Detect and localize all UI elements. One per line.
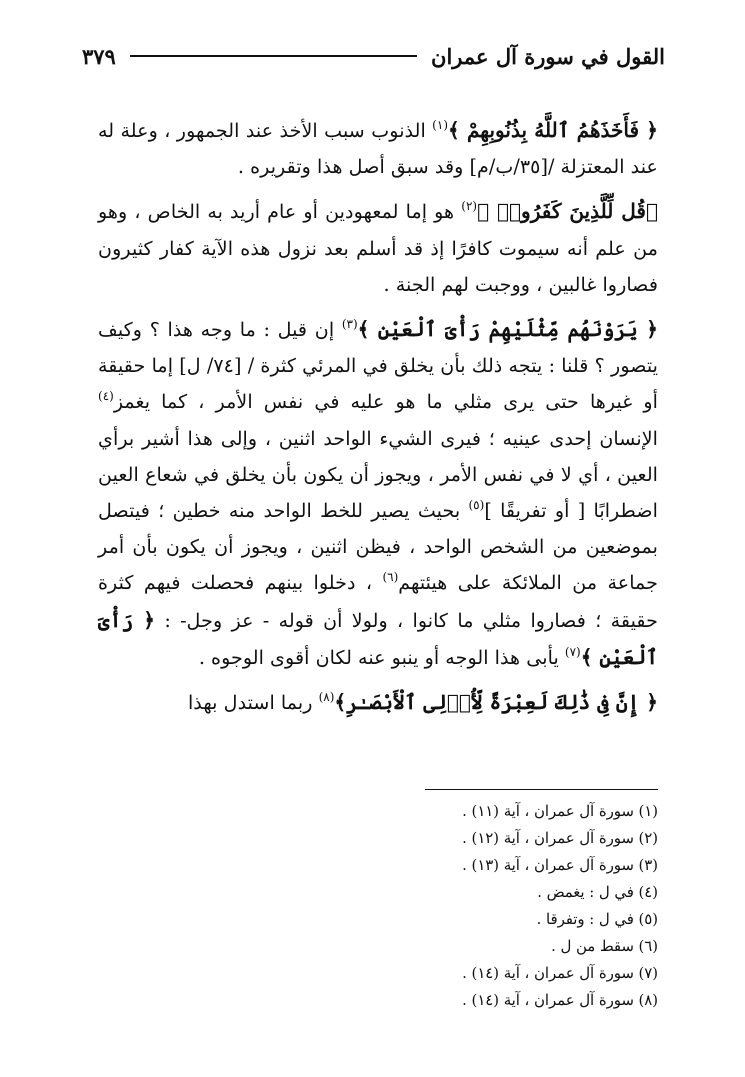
header-rule [130, 55, 417, 57]
page-header [82, 36, 665, 76]
footnote-ref: (٥) [468, 498, 485, 513]
footnote-ref: (٨) [318, 690, 335, 705]
footnote-ref: (٦) [382, 570, 399, 585]
commentary-text: يأبى هذا الوجه أو ينبو عنه لكان أقوى الوجوه . [198, 645, 565, 669]
paragraph-1 [98, 112, 658, 185]
commentary-text: الإنسان إحدى عينيه ؛ فيرى الشيء الواحد اثنين ، وإلى هذا أشير برأي العين ، أي لا في نفس الأمر ، ويجوز أن يكون بأن يخلق في شعاع العين اضطرابًا [ أو تفريقًا ] [98, 426, 658, 523]
footnote-2: (٢) سورة آل عمران ، آية (١٢) . [462, 830, 658, 847]
footnote-4: (٤) في ل : يغمض . [537, 884, 658, 901]
paragraph-3 [98, 311, 658, 676]
footnotes [330, 798, 658, 1014]
footnote-ref: (٢) [461, 199, 478, 214]
paragraph-4 [98, 684, 658, 721]
commentary-text: الذنوب سبب الأخذ عند الجمهور ، وعلة له عند المعتزلة /[٣٥/ب/م] وقد سبق أصل هذا وتقريره . [98, 119, 658, 179]
commentary-text: بحيث يصير للخط الواحد منه خطين ؛ فيتصل بموضعين من الشخص الواحد ، فيظن اثنين ، ويجوز أن يكون بأن أمر جماعة من الملائكة على هيئتهم [98, 499, 658, 595]
quran-verse: ﴿ إِنَّ فِى ذَٰلِكَ لَعِبْرَةً لِّأُو۟لِى ٱلْأَبْصَـٰرِ﴾ [334, 690, 658, 715]
quran-verse: ﴿ رَأْىَ ٱلْعَيْنِ ﴾ [98, 607, 658, 669]
footnote-3: (٣) سورة آل عمران ، آية (١٣) . [462, 857, 658, 874]
footnote-7: (٧) سورة آل عمران ، آية (١٤) . [462, 965, 658, 982]
commentary-text: إن قيل : ما وجه هذا ؟ وكيف يتصور ؟ قلنا : يتجه ذلك بأن يخلق في المرئي كثرة / [٧٤/ ل] إما حقيقة أو غيرها حتى يرى مثلي ما هو عليه في نفس الأمر ، كما يغمز [98, 318, 658, 414]
commentary-text: هو إما لمعهودين أو عام أريد به الخاص ، وهو من علم أنه سيموت كافرًا إذ قد أسلم بعد نزول هذه الآية كفار كثيرون فصاروا غالبين ، ووجبت لهم الجنة . [98, 200, 658, 296]
page-number: ٣٧٩ [82, 43, 116, 69]
commentary-text: ، دخلوا بينهم فحصلت فيهم كثرة حقيقة ؛ فصاروا مثلي ما كانوا ، ولولا أن قوله - عز وجل- : [98, 571, 658, 632]
footnote-ref: (٧) [564, 644, 581, 659]
footnote-ref: (٣) [341, 317, 358, 332]
footnote-ref: (٤) [98, 389, 114, 404]
footnote-6: (٦) سقط من ل . [551, 938, 658, 955]
footnote-separator [425, 789, 658, 790]
running-title: القول في سورة آل عمران [431, 43, 665, 69]
paragraph-2 [98, 193, 658, 303]
quran-verse: ﴿ فَأَخَذَهُمُ ٱللَّهُ بِذُنُوبِهِمْ ﴾ [448, 118, 658, 142]
quran-verse: ﴿قُل لِّلَّذِينَ كَفَرُوا۟ ﴾ [477, 199, 658, 224]
commentary-text: ربما استدل بهذا [187, 691, 319, 715]
footnote-8: (٨) سورة آل عمران ، آية (١٤) . [462, 992, 658, 1009]
main-text [98, 112, 658, 721]
footnote-5: (٥) في ل : وتفرقا . [536, 911, 658, 928]
footnote-1: (١) سورة آل عمران ، آية (١١) . [462, 803, 658, 820]
quran-verse: ﴿ يَرَوْنَهُم مِّثْلَيْهِمْ رَأْىَ ٱلْعَيْنِ ﴾ [357, 317, 658, 342]
footnote-ref: (١) [432, 118, 448, 132]
